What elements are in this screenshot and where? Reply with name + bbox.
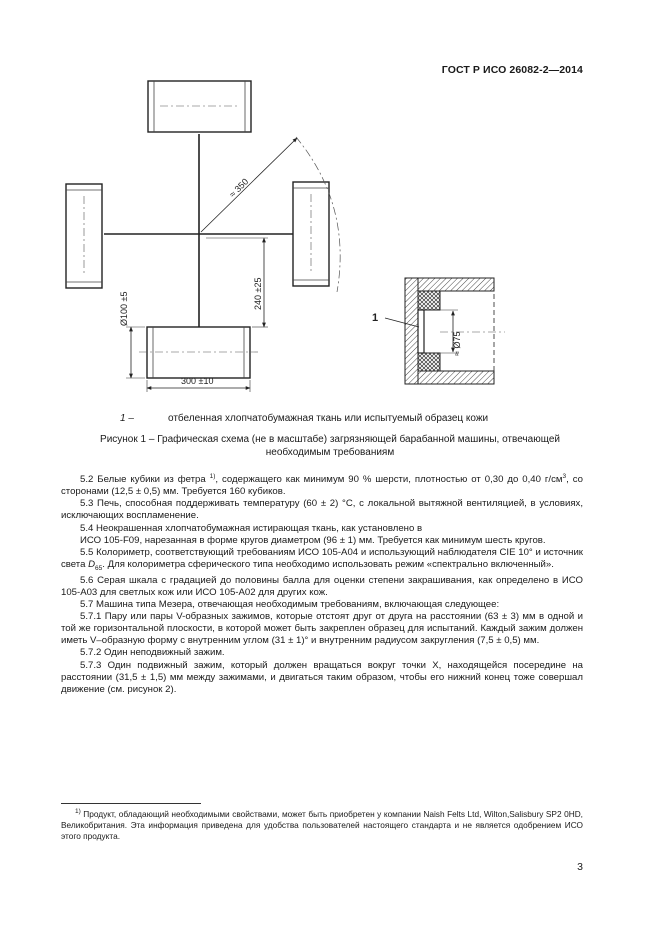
para-5-5: 5.5 Колориметр, соответствующий требованиям ИСО 105-A04 и использующий наблюдателя CIE 10° и источник света $D_{65}$. Для колориметра сферического типа необходимо использовать режим «спектрально включенный».: [61, 546, 583, 572]
para-5-7-3: 5.7.3 Один подвижный зажим, который должен вращаться вокруг точки X, находящейся посередине на расстоянии (31,5 ± 1,5) мм между зажимами, и двигаться таким образом, чтобы его нижний конец тоже совершал движение (см. рисунок 2).: [61, 659, 583, 695]
legend-number: 1 –: [120, 413, 134, 424]
figure-legend: [120, 413, 488, 424]
caption-line-2: необходимым требованиям: [265, 446, 395, 458]
para-5-6: 5.6 Серая шкала с градацией до половины балла для оценки степени закрашивания, как определено в ИСО 105-A03 для светлых кож или ИСО 105-A02 для других кож.: [61, 574, 583, 598]
dim-300: 300 ±10: [181, 376, 214, 386]
drum-machine-diagram: [0, 0, 661, 420]
cylinder-top: [148, 81, 251, 132]
para-5-7-1: 5.7.1 Пару или пары V-образных зажимов, которые отстоят друг от друга на расстоянии (63 ± 3) мм в одной и той же горизонтальной плоскости, в которой может быть закреплен образец для испытаний. Каждый зажим должен иметь V–образную форму с внутренним углом (31 ± 1)° и внутренним радиусом закругления (7,5 ± 0,5) мм.: [61, 611, 583, 647]
dim-75: ≈ Ø75: [452, 331, 462, 356]
dim-radius-350: ≈ 350: [227, 176, 251, 200]
page-number: 3: [577, 861, 583, 873]
para-5-4: 5.4 Неокрашенная хлопчатобумажная истирающая ткань, как установлено в: [80, 522, 423, 534]
legend-text: отбеленная хлопчатобумажная ткань или испытуемый образец кожи: [168, 413, 489, 424]
cylinder-right: [293, 182, 329, 286]
document-header: ГОСТ Р ИСО 26082-2—2014: [441, 64, 583, 76]
para-5-7: 5.7 Машина типа Мезера, отвечающая необходимым требованиям, включающая следующее:: [80, 599, 500, 611]
para-5-2: 5.2 Белые кубики из фетра $^{1)}$, содержащего как минимум 90 % шерсти, плотностью от 0,30 до 0,40 $г/см^3$, со сторонами (12,5 ± 0,5) мм. Требуется 160 кубиков.: [61, 473, 583, 498]
dim-100: Ø100 ±5: [119, 291, 129, 326]
detail-section: [372, 278, 505, 384]
caption-line-1: Рисунок 1 – Графическая схема (не в масштабе) загрязняющей барабанной машины, отвечающей: [100, 434, 560, 445]
footnote-text: Продукт, обладающий необходимыми свойствами, может быть приобретен у компании Naish Felts Ltd, Wilton,Salisbury SP2 0HD, Великобритания. Эта информация приведена для удобства пользователей настоящего стандарта и не является одобрением ИСО этого продукта.: [61, 808, 583, 842]
para-5-4-cont: ИСО 105-F09, нарезанная в форме кругов диаметром (96 ± 1) мм. Требуется как минимум шесть кругов.: [80, 534, 546, 546]
callout-1: 1: [372, 312, 379, 324]
footnote: [61, 806, 583, 842]
para-5-3: 5.3 Печь, способная поддерживать температуру (60 ± 2) °С, с локальной вытяжной вентиляцией, в условиях, исключающих воспламенение.: [61, 498, 583, 522]
para-5-7-2: 5.7.2 Один неподвижный зажим.: [80, 647, 225, 659]
footnote-mark: 1): [75, 808, 81, 815]
figure-caption: [60, 434, 600, 459]
cylinder-bottom: [139, 327, 258, 378]
body-text: [61, 471, 583, 696]
cylinder-left: [66, 184, 102, 288]
dim-240: 240 ±25: [253, 277, 263, 310]
footnote-rule: [61, 803, 201, 804]
